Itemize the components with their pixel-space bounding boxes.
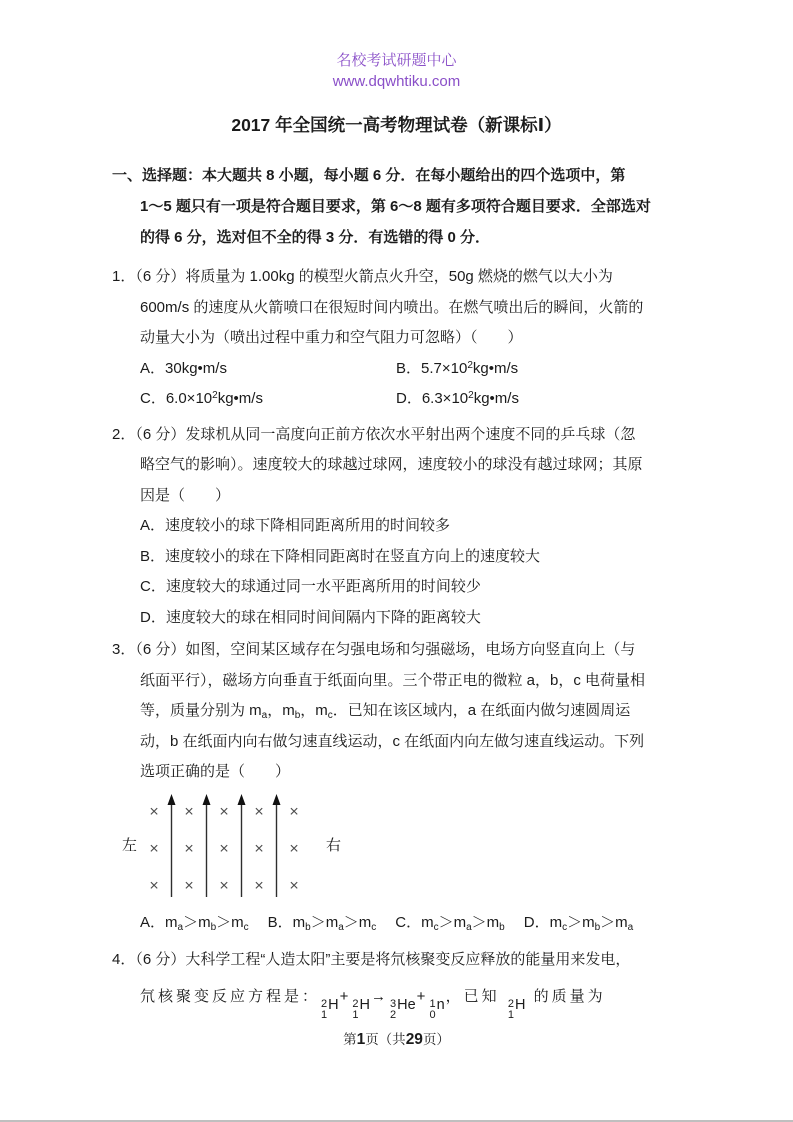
into-page-cross-symbol: × (254, 877, 264, 894)
question-3 (112, 635, 698, 937)
question-1-options (140, 354, 698, 414)
question-4-equation-line: 氘核聚变反应方程是： 2 1 H + 2 1 H → 3 2 He + 1 0 n ，已知 2 1 H 的质量为 (140, 988, 606, 1021)
section-intro (112, 160, 698, 253)
question-2-line-3: 因是（ ） (140, 486, 231, 504)
site-name: 名校考试研题中心 (336, 52, 457, 69)
up-arrow-head (273, 794, 281, 805)
nuclide-notation: 2 1 H (352, 997, 370, 1021)
question-3-options (140, 909, 698, 937)
question-1-line-1: 1．（6 分）将质量为 1.00kg 的模型火箭点火升空，50g 燃烧的燃气以大小为 (112, 268, 613, 285)
question-2 (112, 420, 698, 634)
question-2-line-1: 2．（6 分）发球机从同一高度向正前方依次水平射出两个速度不同的乒乓球（忽 (112, 425, 636, 443)
field-region-figure (122, 792, 698, 902)
figure-right-label: 右 (326, 837, 342, 855)
question-3-option-c: C．$m_c>m_a>m_b$ (395, 913, 505, 933)
section-intro-line-1: 一、选择题：本大题共 8 小题，每小题 6 分．在每小题给出的四个选项中，第 (112, 167, 626, 184)
nuclide-notation: 2 1 H (507, 997, 526, 1021)
question-3-option-b: B．$m_b>m_a>m_c$ (267, 913, 377, 933)
question-3-line-3: 等，质量分别为 $m_a$，$m_b$，$m_c$．已知在该区域内，a 在纸面内做匀速圆周运 (140, 702, 631, 721)
question-4 (112, 945, 698, 1022)
up-arrow-head (203, 794, 211, 805)
into-page-cross-symbol: × (184, 877, 194, 894)
figure-left-label: 左 (122, 837, 138, 855)
into-page-cross-symbol: × (289, 803, 299, 820)
question-2-option-b: B．速度较小的球在下降相同距离时在竖直方向上的速度较大 (140, 547, 541, 565)
question-3-option-d: D．$m_c>m_b>m_a$ (523, 913, 634, 933)
site-url[interactable]: www.dqwhtiku.com (332, 73, 461, 90)
question-1-line-3: 动量大小为（喷出过程中重力和空气阻力可忽略）（ ） (140, 329, 523, 346)
question-1-line-2: 600m/s 的速度从火箭喷口在很短时间内喷出。在燃气喷出后的瞬间，火箭的 (140, 298, 644, 316)
question-3-option-a: A．$m_a>m_b>m_c$ (140, 913, 249, 933)
question-2-option-d: D．速度较大的球在相同时间间隔内下降的距离较大 (140, 608, 481, 626)
into-page-cross-symbol: × (254, 840, 264, 857)
question-1-option-b: B．$5.7\times 10^2kg•m/s$ (396, 359, 519, 377)
question-3-line-1: 3．（6 分）如图，空间某区域存在匀强电场和匀强磁场，电场方向竖直向上（与 (112, 641, 636, 658)
nuclide-notation: 1 0 n (429, 997, 445, 1021)
page-footer (0, 1030, 793, 1050)
nuclide-notation: 2 1 H (321, 997, 339, 1021)
question-1-option-d: D．$6.3\times 10^2kg•m/s$ (396, 389, 519, 407)
into-page-cross-symbol: × (149, 877, 159, 894)
into-page-cross-symbol: × (184, 803, 194, 820)
question-1-option-c: C．$6.0\times 10^2kg•m/s$ (140, 389, 263, 407)
into-page-cross-symbol: × (289, 877, 299, 894)
question-1-option-a: A．30kg•m/s (140, 359, 227, 377)
question-2-line-2: 略空气的影响）。速度较大的球越过球网，速度较小的球没有越过球网；其原 (140, 456, 643, 473)
page-number: 第1页（共29页） (343, 1031, 450, 1048)
question-3-line-2: 纸面平行），磁场方向垂直于纸面向里。三个带正电的微粒 a，b，c 电荷量相 (140, 671, 646, 689)
into-page-cross-symbol: × (149, 803, 159, 820)
up-arrow-head (168, 794, 176, 805)
field-figure-svg (144, 793, 319, 901)
up-arrow-head (238, 794, 246, 805)
into-page-cross-symbol: × (289, 840, 299, 857)
section-intro-line-2: 1～5 题只有一项是符合题目要求，第 6～8 题有多项符合题目要求．全部选对 (140, 198, 651, 215)
question-4-line-1: 4．（6 分）大科学工程“人造太阳”主要是将氘核聚变反应释放的能量用来发电， (112, 950, 631, 968)
page-title: 2017 年全国统一高考物理试卷（新课标Ⅰ） (231, 115, 562, 135)
question-2-option-a: A．速度较小的球下降相同距离所用的时间较多 (140, 517, 451, 534)
document-content (112, 160, 698, 1021)
into-page-cross-symbol: × (219, 803, 229, 820)
question-3-line-4: 动，b 在纸面内向右做匀速直线运动，c 在纸面内向左做匀速直线运动。下列 (140, 732, 645, 750)
nuclide-notation: 3 2 He (390, 997, 416, 1021)
site-header (0, 0, 793, 92)
question-3-line-5: 选项正确的是（ ） (140, 763, 291, 780)
into-page-cross-symbol: × (219, 877, 229, 894)
into-page-cross-symbol: × (184, 840, 194, 857)
question-1 (112, 262, 698, 414)
question-2-option-c: C．速度较大的球通过同一水平距离所用的时间较少 (140, 578, 481, 595)
into-page-cross-symbol: × (149, 840, 159, 857)
section-intro-line-3: 的得 6 分，选对但不全的得 3 分．有选错的得 0 分． (140, 229, 491, 246)
into-page-cross-symbol: × (254, 803, 264, 820)
into-page-cross-symbol: × (219, 840, 229, 857)
field-figure-canvas (144, 793, 319, 901)
